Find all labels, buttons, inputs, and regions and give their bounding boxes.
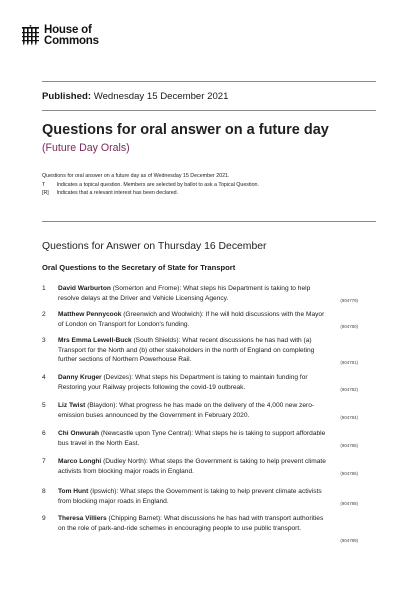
question-text [58, 373, 328, 392]
divider-intro [42, 221, 376, 222]
question-item [42, 373, 358, 392]
logo-line-2: Commons [44, 35, 99, 47]
question-code: (904784) [340, 415, 358, 420]
question-item [42, 401, 358, 420]
question-number: 6 [42, 430, 46, 437]
question-item [42, 429, 358, 448]
question-text [58, 487, 328, 506]
question-body: (Greenwich and Woolwich): If he will hold discussions with the Mayor of London on Transport for London's funding. [58, 311, 325, 328]
published-date: Wednesday 15 December 2021 [93, 91, 229, 102]
key-symbol: T [42, 181, 46, 188]
key-description: Indicates a topical question. Members are selected by ballot to ask a Topical Question. [56, 181, 259, 188]
intro-line: Questions for oral answer on a future day as of Wednesday 15 December 2021. [42, 173, 230, 179]
portcullis-icon [21, 25, 40, 46]
page-subtitle: (Future Day Orals) [42, 142, 130, 154]
question-code: (904779) [340, 298, 358, 303]
intro-key-row [42, 181, 259, 190]
question-body: (Ipswich): What steps the Government is taking to help prevent climate activists from blocking major roads in England. [58, 488, 322, 505]
subsection-heading: Oral Questions to the Secretary of State for Transport [42, 263, 236, 272]
member-name: Mrs Emma Lewell-Buck [58, 337, 132, 344]
question-item [42, 487, 358, 506]
question-number: 5 [42, 402, 46, 409]
question-text [58, 401, 328, 420]
intro-key-row [42, 189, 259, 198]
page-title: Questions for oral answer on a future day [42, 122, 329, 138]
question-number: 2 [42, 311, 46, 318]
question-text [58, 284, 328, 303]
member-name: Liz Twist [58, 402, 86, 409]
question-code: (904780) [340, 324, 358, 329]
question-item [42, 310, 358, 329]
question-code: (904781) [340, 360, 358, 365]
logo-text [44, 25, 99, 47]
member-name: Matthew Pennycook [58, 311, 122, 318]
intro-notes [42, 172, 259, 198]
question-body: (South Shields): What recent discussions he has had with (a) Transport for the North and (b) other stakeholders in the north of England on completing further sections of Northern Powerhouse Rail. [58, 337, 315, 364]
section-heading: Questions for Answer on Thursday 16 December [42, 241, 267, 252]
published-label: Published: [42, 91, 92, 102]
question-code: (904789) [340, 538, 358, 543]
question-body: (Dudley North): What steps the Government is taking to help prevent climate activists from blocking major roads in England. [58, 458, 326, 475]
published-line [42, 91, 228, 102]
question-number: 3 [42, 337, 46, 344]
key-symbol: [R] [42, 190, 49, 197]
question-item [42, 514, 358, 543]
question-code: (904788) [340, 501, 358, 506]
question-body: (Chipping Barnet): What discussions he has had with transport authorities on the role of park-and-ride schemes in encouraging people to use public transport. [58, 515, 324, 532]
question-body: (Blaydon): What progress he has made on the delivery of the 4,000 new zero-emission buses announced by the Government in February 2020. [58, 402, 315, 419]
question-text [58, 429, 328, 448]
house-of-commons-logo [21, 25, 99, 47]
member-name: Tom Hunt [58, 488, 89, 495]
member-name: Chi Onwurah [58, 430, 100, 437]
question-body: (Somerton and Frome): What steps his Department is taking to help resolve delays at the Driver and Vehicle Licensing Agency. [58, 285, 311, 302]
question-text [58, 457, 328, 476]
question-text [58, 310, 328, 329]
question-code: (904782) [340, 387, 358, 392]
question-number: 8 [42, 488, 46, 495]
question-number: 9 [42, 515, 46, 522]
divider-published [42, 110, 376, 111]
question-item [42, 457, 358, 476]
question-item [42, 336, 358, 365]
question-number: 1 [42, 285, 46, 292]
question-number: 7 [42, 458, 46, 465]
question-code: (904786) [340, 471, 358, 476]
member-name: Danny Kruger [58, 374, 102, 381]
question-text [58, 336, 328, 365]
member-name: David Warburton [58, 285, 111, 292]
question-item [42, 284, 358, 303]
member-name: Theresa Villiers [58, 515, 107, 522]
member-name: Marco Longhi [58, 458, 102, 465]
question-body: (Newcastle upon Tyne Central): What steps he is taking to support affordable bus travel in the North East. [58, 430, 326, 447]
question-text [58, 514, 328, 533]
logo-line-1: House of [44, 24, 92, 36]
question-body: (Devizes): What steps his Department is taking to maintain funding for Restoring your Railway projects following the covid-19 outbreak. [58, 374, 308, 391]
question-number: 4 [42, 374, 46, 381]
question-code: (904785) [340, 443, 358, 448]
divider-top [42, 81, 376, 82]
key-description: Indicates that a relevant interest has been declared. [56, 190, 179, 197]
